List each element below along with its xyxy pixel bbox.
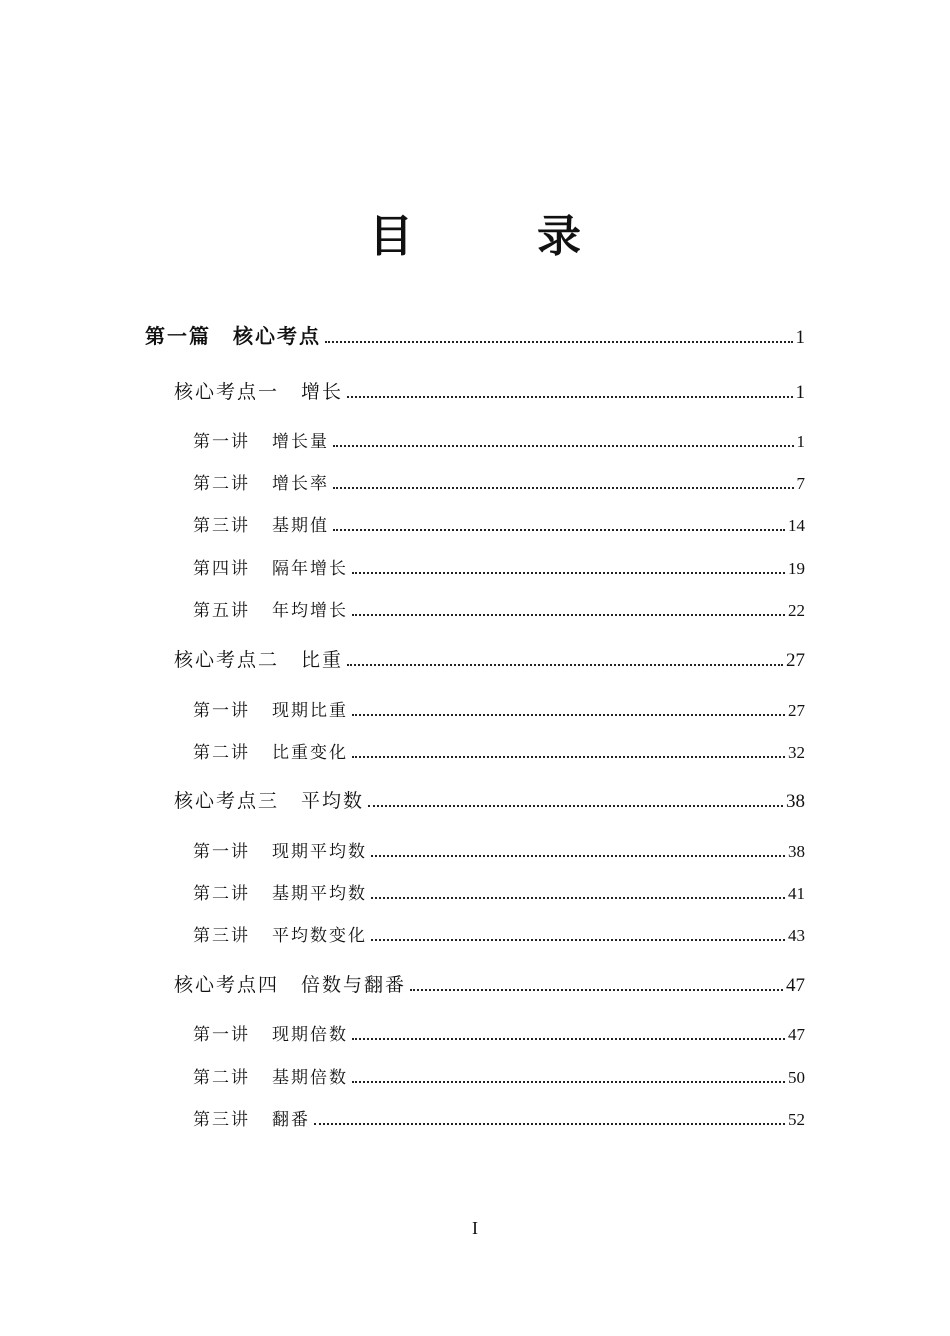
entry-number: 第二讲 [193, 474, 250, 494]
entry-page: 50 [788, 1068, 805, 1087]
toc-lecture-entry[interactable] [193, 837, 805, 862]
toc-lecture-entry[interactable] [193, 696, 805, 721]
entry-title: 年均增长 [272, 601, 348, 621]
entry-page: 22 [788, 601, 805, 620]
entry-title: 比重变化 [272, 743, 348, 763]
toc-lecture-entry[interactable] [193, 469, 805, 494]
entry-number: 第二讲 [193, 1068, 250, 1088]
entry-number: 第四讲 [193, 559, 250, 579]
toc-point-entry[interactable] [174, 786, 805, 813]
entry-page: 47 [786, 975, 805, 996]
entry-number: 第三讲 [193, 1110, 250, 1130]
entry-title: 基期值 [272, 516, 329, 536]
entry-number: 第三讲 [193, 516, 250, 536]
page-title: 目 录 [369, 211, 621, 262]
entry-page: 19 [788, 559, 805, 578]
entry-page: 47 [788, 1025, 805, 1044]
toc-lecture-entry[interactable] [193, 427, 805, 452]
entry-page: 52 [788, 1110, 805, 1129]
toc-lecture-entry[interactable] [193, 596, 805, 621]
page-number: I [472, 1218, 478, 1238]
toc-lecture-entry[interactable] [193, 1105, 805, 1130]
entry-title: 基期倍数 [272, 1068, 348, 1088]
entry-page: 32 [788, 743, 805, 762]
dot-leader [371, 855, 785, 857]
toc-part-entry[interactable] [145, 320, 805, 349]
entry-page: 38 [786, 791, 805, 812]
entry-number: 核心考点二 [174, 649, 280, 671]
entry-title: 现期平均数 [272, 842, 367, 862]
dot-leader [352, 714, 785, 716]
dot-leader [333, 445, 794, 447]
entry-title: 增长率 [272, 474, 329, 494]
toc-point-entry[interactable] [174, 377, 805, 404]
entry-title: 增长 [301, 381, 344, 403]
entry-page: 41 [788, 884, 805, 903]
entry-number: 核心考点三 [174, 790, 280, 812]
entry-page: 38 [788, 842, 805, 861]
dot-leader [371, 897, 785, 899]
entry-title: 增长量 [272, 432, 329, 452]
toc-point-entry[interactable] [174, 970, 805, 997]
toc-lecture-entry[interactable] [193, 921, 805, 946]
entry-title: 现期比重 [272, 701, 348, 721]
entry-number: 第二讲 [193, 743, 250, 763]
dot-leader [314, 1123, 785, 1125]
dot-leader [371, 939, 785, 941]
entry-title: 倍数与翻番 [301, 974, 407, 996]
entry-number: 第一讲 [193, 432, 250, 452]
dot-leader [352, 1081, 785, 1083]
dot-leader [352, 1038, 785, 1040]
dot-leader [352, 572, 785, 574]
entry-page: 27 [788, 701, 805, 720]
dot-leader [352, 756, 785, 758]
entry-page: 27 [786, 650, 805, 671]
entry-title: 比重 [301, 649, 344, 671]
toc-lecture-entry[interactable] [193, 738, 805, 763]
dot-leader [352, 614, 785, 616]
entry-page: 7 [796, 474, 805, 493]
entry-number: 第一讲 [193, 1025, 250, 1045]
toc-lecture-entry[interactable] [193, 1020, 805, 1045]
entry-number: 核心考点一 [174, 381, 280, 403]
entry-title: 翻番 [272, 1110, 310, 1130]
entry-number: 第三讲 [193, 926, 250, 946]
dot-leader [333, 487, 794, 489]
dot-leader [347, 664, 783, 666]
toc-lecture-entry[interactable] [193, 511, 805, 536]
entry-number: 第五讲 [193, 601, 250, 621]
dot-leader [325, 341, 793, 343]
entry-title: 现期倍数 [272, 1025, 348, 1045]
dot-leader [347, 396, 792, 398]
entry-title: 平均数变化 [272, 926, 367, 946]
entry-page: 14 [788, 516, 805, 535]
toc-lecture-entry[interactable] [193, 879, 805, 904]
toc-point-entry[interactable] [174, 645, 805, 672]
entry-title: 核心考点 [233, 324, 321, 348]
entry-number: 第二讲 [193, 884, 250, 904]
entry-page: 43 [788, 926, 805, 945]
entry-number: 第一篇 [145, 324, 211, 348]
dot-leader [333, 529, 785, 531]
toc-lecture-entry[interactable] [193, 554, 805, 579]
entry-title: 平均数 [301, 790, 365, 812]
toc-lecture-entry[interactable] [193, 1063, 805, 1088]
entry-number: 第一讲 [193, 701, 250, 721]
entry-number: 第一讲 [193, 842, 250, 862]
dot-leader [368, 805, 783, 807]
entry-page: 1 [795, 382, 805, 403]
entry-page: 1 [795, 327, 805, 348]
entry-title: 隔年增长 [272, 559, 348, 579]
entry-page: 1 [796, 432, 805, 451]
entry-title: 基期平均数 [272, 884, 367, 904]
dot-leader [410, 989, 783, 991]
entry-number: 核心考点四 [174, 974, 280, 996]
